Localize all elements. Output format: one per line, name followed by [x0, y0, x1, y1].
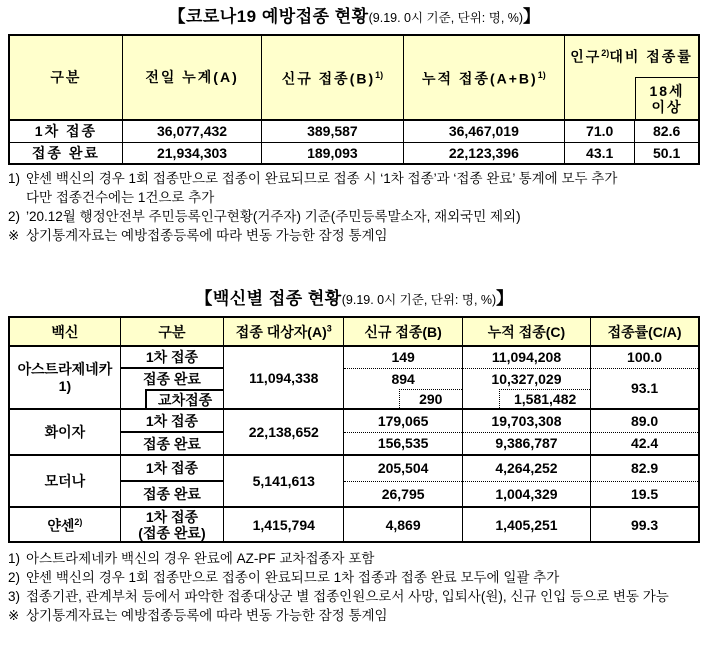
t1-header-population-rate-title	[566, 44, 698, 66]
category-label: 접종 완료	[120, 481, 223, 507]
table1-title-close: 】	[523, 7, 541, 26]
t1-header-new-label: 신규 접종(B)	[281, 70, 376, 87]
new-value: 290	[399, 389, 462, 408]
vaccine-name-astrazeneca	[9, 346, 120, 409]
category-label	[120, 507, 223, 542]
target-value: 22,138,652	[224, 409, 344, 455]
table2-title-close: 】	[496, 289, 514, 308]
age18-rate-value: 82.6	[635, 120, 699, 142]
table-row-pfizer-dose1	[9, 409, 699, 432]
row-label: 접종 완료	[9, 142, 122, 164]
category-label: 1차 접종	[120, 346, 223, 368]
cumulative-value: 1,581,482	[499, 389, 590, 408]
t2-header-new: 신규 접종(B)	[344, 317, 462, 346]
footnote-text: 상기통계자료는 예방접종등록에 따라 변동 가능한 잠정 통계임	[26, 608, 388, 623]
vaccine-footnote-marker: 1)	[58, 377, 72, 394]
footnote-sup: 1)	[375, 70, 384, 81]
pop-rate-suffix: 대비 접종률	[609, 48, 693, 65]
table1-footnotes	[8, 169, 701, 245]
table2-title-main: 【백신별 접종 현황	[195, 289, 342, 308]
footnote-text: ’20.12월 행정안전부 주민등록인구현황(거주자) 기준(주민등록말소자, 재외국민 제외)	[26, 209, 521, 224]
pop-rate-value: 43.1	[565, 142, 635, 164]
category-line1: 1차 접종	[145, 508, 199, 525]
category-label: 1차 접종	[120, 409, 223, 432]
footnote-line	[8, 568, 701, 587]
cumulative-value: 36,467,019	[403, 120, 564, 142]
table2-title-sub: (9.19. 0시 기준, 단위: 명, %)	[341, 293, 497, 307]
footnote-line	[8, 169, 701, 188]
new-value: 4,869	[344, 507, 462, 542]
footnote-line	[8, 188, 701, 207]
cumulative-value: 19,703,308	[462, 409, 590, 432]
footnote-line	[8, 606, 701, 625]
cumulative-value: 10,327,029	[462, 368, 590, 389]
cross-cumulative-cell	[462, 389, 590, 409]
rate-value: 42.4	[591, 432, 699, 455]
t2-header-target-label: 접종 대상자(A)	[235, 323, 327, 340]
rate-value: 99.3	[591, 507, 699, 542]
vaccine-name-moderna: 모더나	[9, 455, 120, 507]
footnote-sup: 2)	[601, 48, 610, 58]
new-value: 156,535	[344, 432, 462, 455]
new-value: 26,795	[344, 481, 462, 507]
t1-header-cumulative-label: 누적 접종(A+B)	[421, 70, 538, 87]
rate-value: 93.1	[591, 368, 699, 409]
rate-value: 100.0	[591, 346, 699, 368]
pop-rate-prefix: 인구	[570, 48, 602, 65]
cumulative-value: 1,004,329	[462, 481, 590, 507]
target-value: 5,141,613	[224, 455, 344, 507]
table1-header-row	[9, 35, 699, 120]
table-row-moderna-dose1	[9, 455, 699, 481]
footnote-marker: ※	[8, 228, 20, 243]
footnote-text: 얀센 백신의 경우 1회 접종만으로 접종이 완료되므로 1차 접종과 접종 완료 모두에 일괄 추가	[26, 570, 560, 585]
vaccine-name-janssen	[9, 507, 120, 542]
t1-header-population-rate	[565, 35, 699, 120]
age18-rate-value: 50.1	[635, 142, 699, 164]
footnote-sup: 1)	[537, 70, 546, 81]
t2-header-rate: 접종률(C/A)	[591, 317, 699, 346]
table-row-az-dose1	[9, 346, 699, 368]
t1-header-new	[262, 35, 403, 120]
new-value: 205,504	[344, 455, 462, 481]
vaccine-name-label: 얀센	[47, 517, 75, 534]
t1-header-cumulative	[403, 35, 564, 120]
footnote-sup: 2)	[74, 517, 83, 528]
footnote-marker: 1)	[8, 171, 21, 186]
footnote-marker: 3)	[8, 589, 21, 604]
cumulative-value: 11,094,208	[462, 346, 590, 368]
footnote-marker: 1)	[8, 551, 21, 566]
target-value: 11,094,338	[224, 346, 344, 409]
footnote-sup: 3	[326, 322, 332, 333]
cross-new-cell	[344, 389, 462, 409]
cross-label: 교차접종	[145, 389, 223, 408]
t1-header-category: 구분	[9, 35, 122, 120]
prev-total-value: 21,934,303	[122, 142, 261, 164]
footnote-line	[8, 587, 701, 606]
table1-title-sub: (9.19. 0시 기준, 단위: 명, %)	[368, 11, 524, 25]
rate-value: 19.5	[591, 481, 699, 507]
prev-total-value: 36,077,432	[122, 120, 261, 142]
footnote-text: 얀센 백신의 경우 1회 접종만으로 접종이 완료되므로 접종 시 ‘1차 접종’과 ‘접종 완료’ 통계에 모두 추가	[26, 171, 618, 186]
footnote-text: 상기통계자료는 예방접종등록에 따라 변동 가능한 잠정 통계임	[26, 228, 388, 243]
cross-label-cell	[120, 389, 223, 409]
cumulative-value: 22,123,396	[403, 142, 564, 164]
table-row-complete	[9, 142, 699, 164]
table-row-janssen	[9, 507, 699, 542]
new-value: 189,093	[262, 142, 403, 164]
table2-header-row	[9, 317, 699, 346]
footnote-line	[8, 226, 701, 245]
footnote-marker: ※	[8, 608, 20, 623]
footnote-text: 다만 접종건수에는 1건으로 추가	[26, 190, 215, 205]
table2-title	[8, 288, 701, 311]
rate-value: 82.9	[591, 455, 699, 481]
t2-header-vaccine: 백신	[9, 317, 120, 346]
category-label: 1차 접종	[120, 455, 223, 481]
footnote-line	[8, 549, 701, 568]
pop-rate-value: 71.0	[565, 120, 635, 142]
cumulative-value: 9,386,787	[462, 432, 590, 455]
table-row-dose1	[9, 120, 699, 142]
table1-title	[8, 6, 701, 29]
category-label: 접종 완료	[120, 432, 223, 455]
cumulative-value: 1,405,251	[462, 507, 590, 542]
t2-header-target	[224, 317, 344, 346]
row-label: 1차 접종	[9, 120, 122, 142]
cumulative-value: 4,264,252	[462, 455, 590, 481]
new-value: 389,587	[262, 120, 403, 142]
footnote-line	[8, 207, 701, 226]
covid-vaccination-status-table	[8, 34, 700, 165]
t1-header-age18: 18세 이상	[635, 77, 698, 119]
table1-title-main: 【코로나19 예방접종 현황	[168, 7, 369, 26]
vaccine-name-pfizer: 화이자	[9, 409, 120, 455]
new-value: 179,065	[344, 409, 462, 432]
footnote-marker: 2)	[8, 570, 21, 585]
target-value: 1,415,794	[224, 507, 344, 542]
category-label: 접종 완료	[120, 368, 223, 389]
footnote-text: 아스트라제네카 백신의 경우 완료에 AZ-PF 교차접종자 포함	[26, 551, 375, 566]
t1-header-prev-total: 전일 누계(A)	[122, 35, 261, 120]
table2-footnotes	[8, 549, 701, 625]
new-value: 894	[344, 368, 462, 389]
rate-value: 89.0	[591, 409, 699, 432]
category-line2: (접종 완료)	[138, 524, 206, 541]
new-value: 149	[344, 346, 462, 368]
footnote-marker: 2)	[8, 209, 21, 224]
t2-header-cumulative: 누적 접종(C)	[462, 317, 590, 346]
t2-header-category: 구분	[120, 317, 223, 346]
vaccine-name-line1: 아스트라제네카	[17, 360, 113, 377]
vaccine-breakdown-table	[8, 316, 700, 543]
footnote-text: 접종기관, 관계부처 등에서 파악한 접종대상군 별 접종인원으로서 사망, 입퇴사(원), 신규 인입 등으로 변동 가능	[26, 589, 669, 604]
